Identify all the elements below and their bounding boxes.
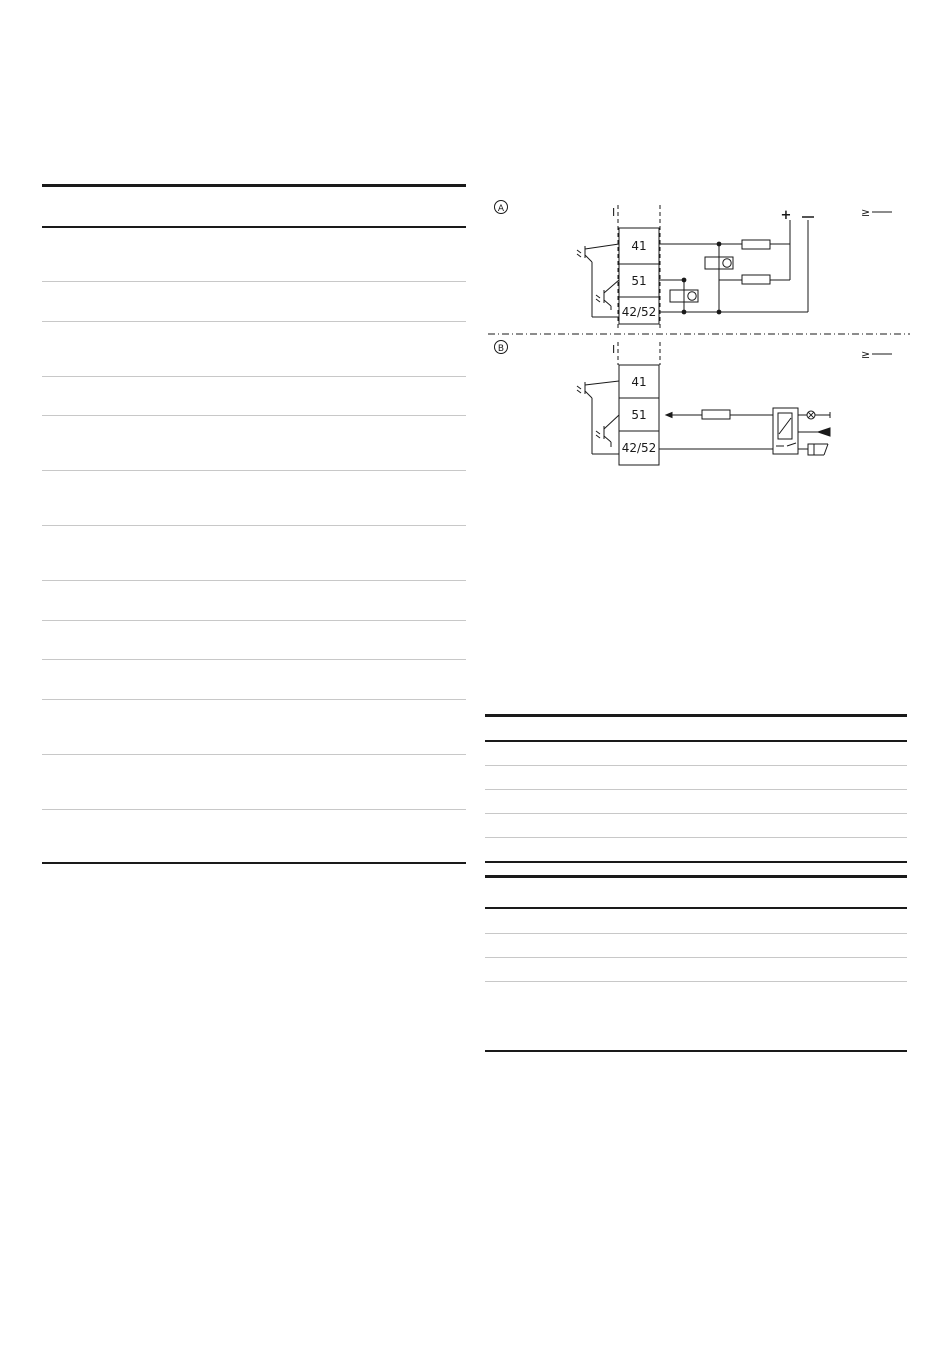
ge-symbol-a: ≥ xyxy=(861,206,871,219)
left-table-row-rule xyxy=(42,699,466,700)
terminal-41-b-label: 41 xyxy=(631,375,647,389)
left-table-row-rule xyxy=(42,321,466,322)
plus-sign: + xyxy=(780,208,792,223)
left-table-top-rule xyxy=(42,184,466,187)
right-table-1-row-rule xyxy=(485,765,907,766)
section-b-letter: B xyxy=(497,344,505,354)
resistor-a2 xyxy=(742,275,770,284)
roman-a: I xyxy=(612,206,616,219)
section-a-letter: A xyxy=(497,204,505,214)
terminal-51-b-label: 51 xyxy=(631,408,647,422)
right-table-1-bottom-rule xyxy=(485,861,907,863)
right-table-2-row-rule xyxy=(485,981,907,982)
isolator-block xyxy=(773,408,798,454)
right-table-2-top-rule xyxy=(485,875,907,878)
terminal-4252-b-label: 42/52 xyxy=(621,441,657,455)
roman-b: I xyxy=(612,343,616,356)
right-table-2-header-rule xyxy=(485,907,907,909)
left-table-row-rule xyxy=(42,376,466,377)
right-table-2-row-rule xyxy=(485,957,907,958)
terminal-51-label: 51 xyxy=(631,274,647,288)
right-table-1-row-rule xyxy=(485,789,907,790)
left-table-row-rule xyxy=(42,525,466,526)
right-table-1-row-rule xyxy=(485,837,907,838)
left-table-row-rule xyxy=(42,809,466,810)
right-table-1-row-rule xyxy=(485,813,907,814)
left-table-row-rule xyxy=(42,620,466,621)
resistor-b1 xyxy=(702,410,730,419)
wiring-diagram xyxy=(480,190,920,480)
ge-symbol-b: ≥ xyxy=(861,348,871,361)
left-table-bottom-rule xyxy=(42,862,466,864)
resistor-a1 xyxy=(742,240,770,249)
right-table-1-header-rule xyxy=(485,740,907,742)
left-table-header-rule xyxy=(42,226,466,228)
left-table-row-rule xyxy=(42,580,466,581)
right-table-2-bottom-rule xyxy=(485,1050,907,1052)
right-table-2-row-rule xyxy=(485,933,907,934)
left-table-row-rule xyxy=(42,415,466,416)
terminal-41-label: 41 xyxy=(631,239,647,253)
right-table-1-top-rule xyxy=(485,714,907,717)
left-table-row-rule xyxy=(42,659,466,660)
terminal-4252-label: 42/52 xyxy=(621,305,657,319)
left-table-row-rule xyxy=(42,754,466,755)
left-table-row-rule xyxy=(42,281,466,282)
left-table-row-rule xyxy=(42,470,466,471)
